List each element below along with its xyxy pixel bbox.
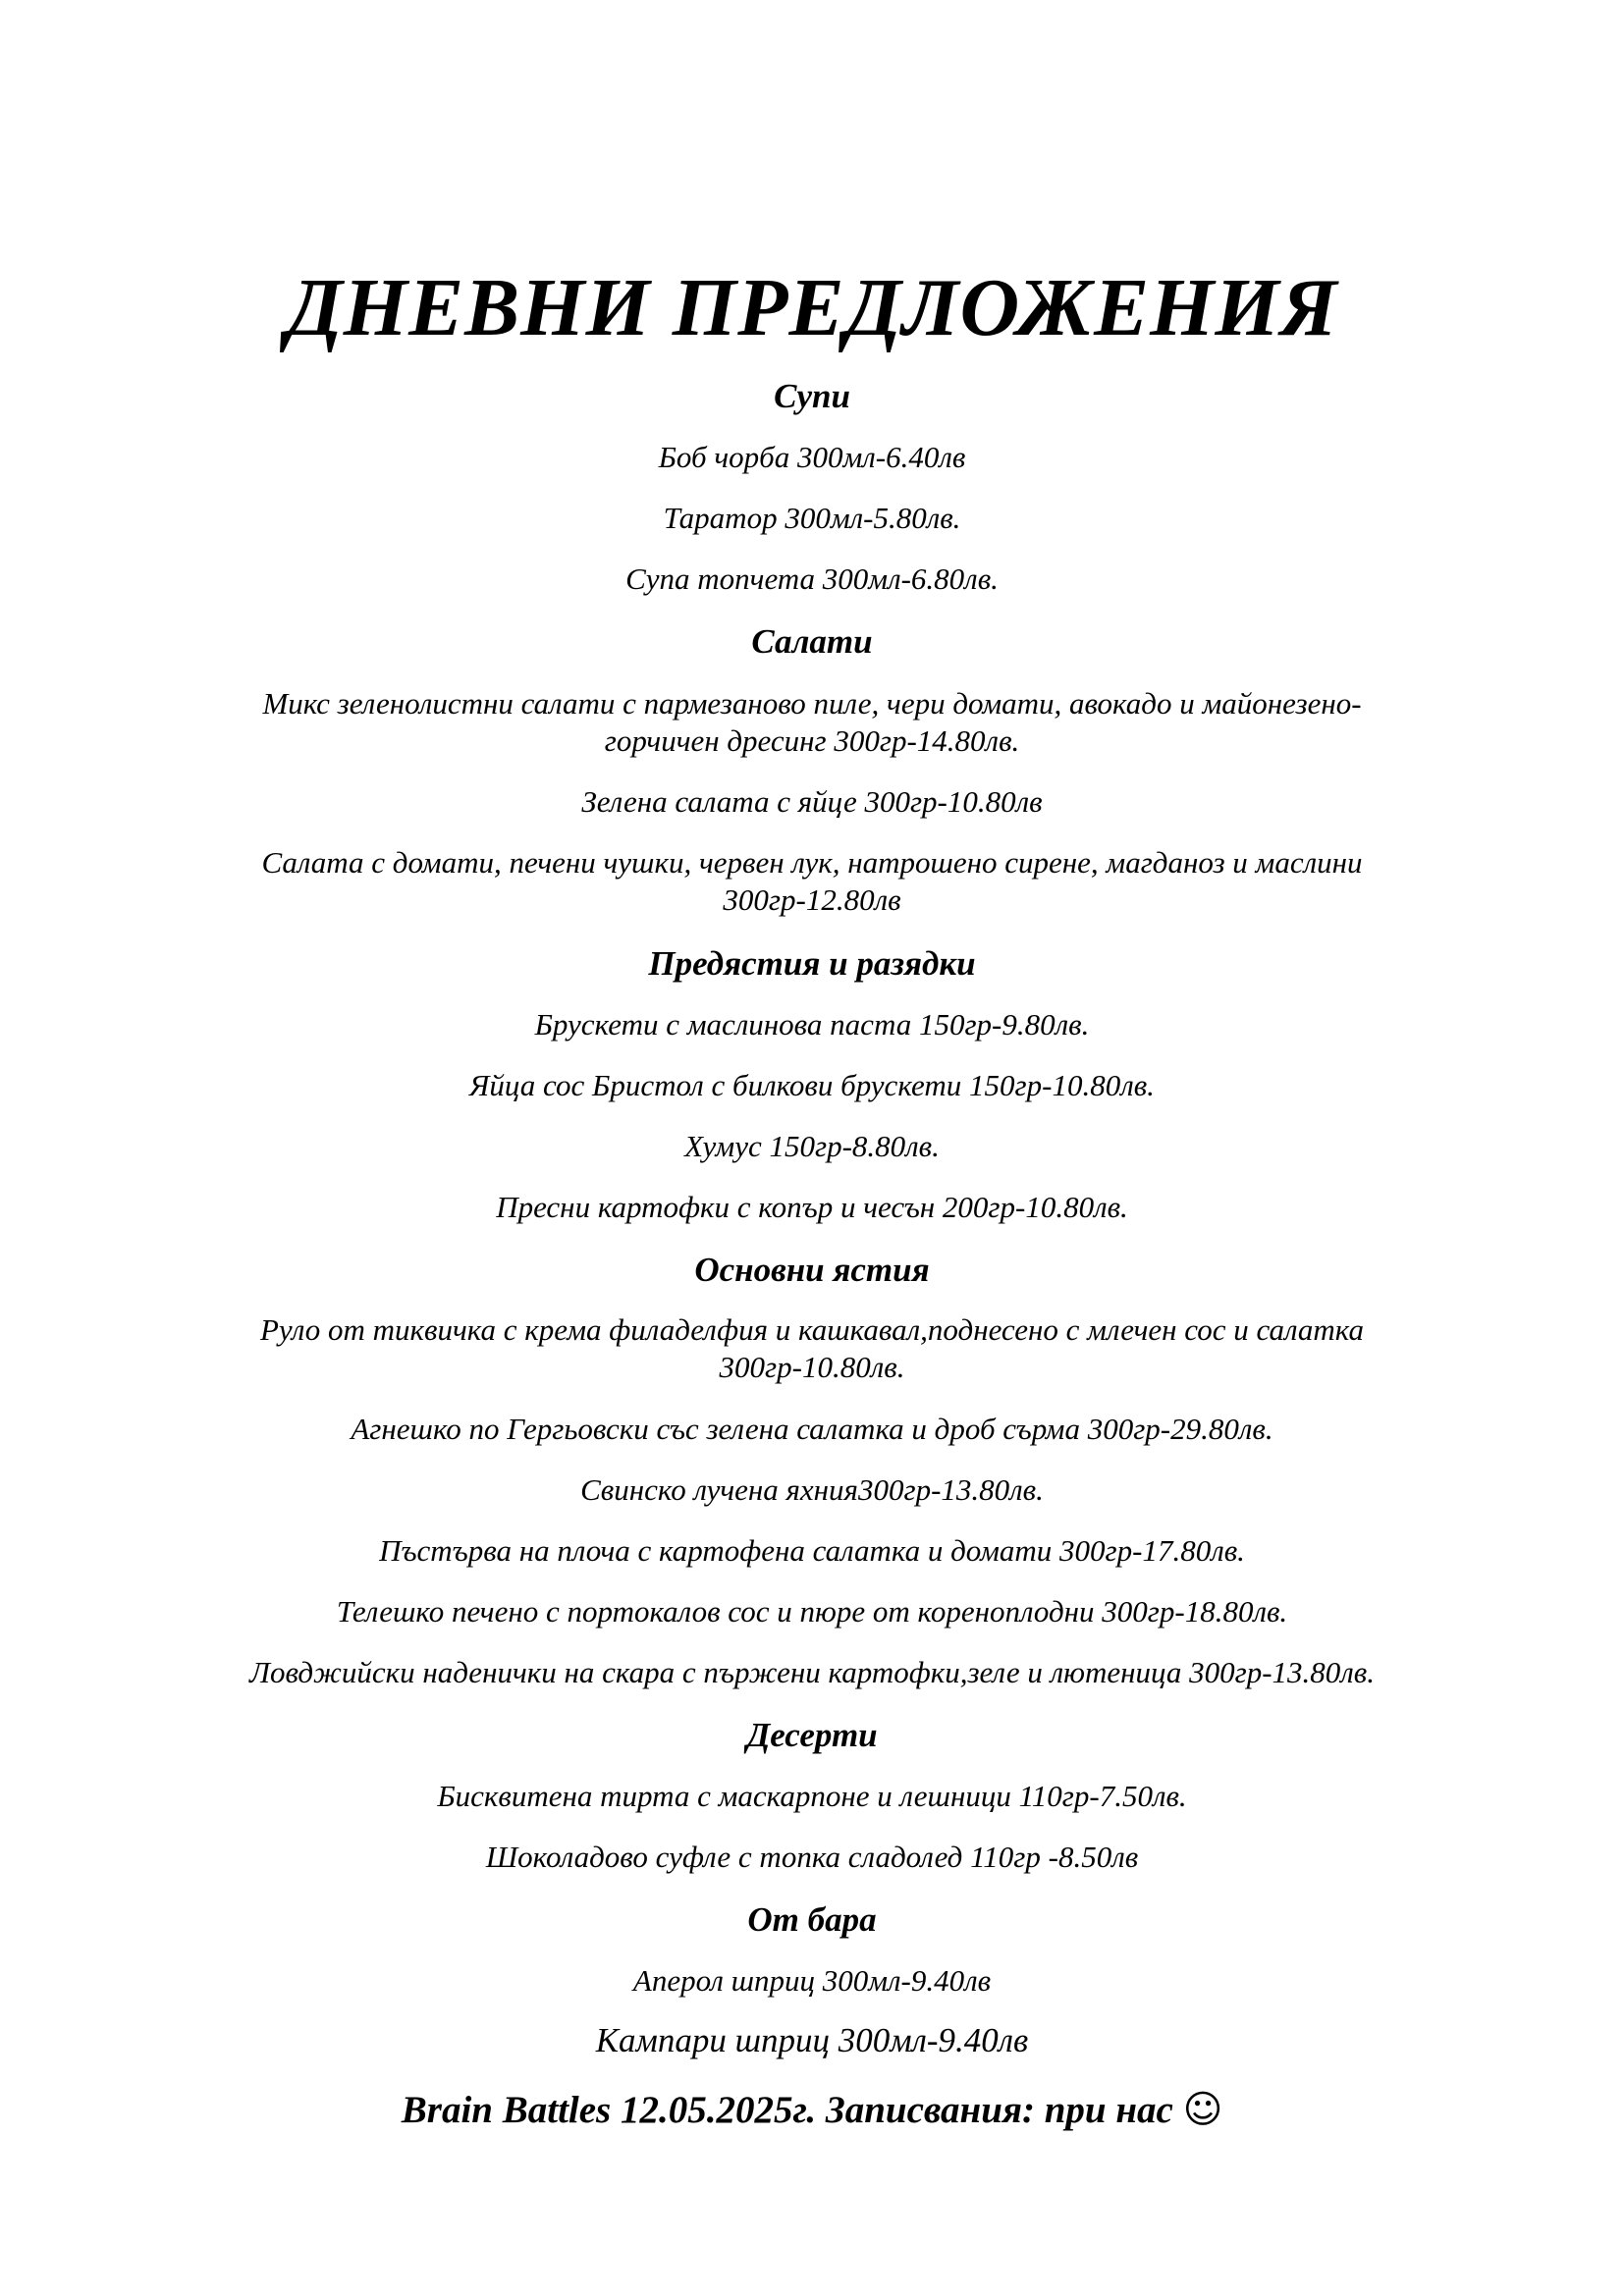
- menu-item-line: 300гр-12.80лв: [723, 882, 901, 917]
- event-announcement: [0, 2088, 1624, 2132]
- page-title: ДНЕВНИ ПРЕДЛОЖЕНИЯ: [286, 262, 1338, 353]
- menu-item: Боб чорба 300мл-6.40лв: [658, 440, 966, 474]
- menu-item-line: Салата с домати, печени чушки, червен лук, натрошено сирене, магданоз и маслини: [261, 845, 1363, 880]
- event-announcement-text: Brain Battles 12.05.2025г. Записвания: при нас: [401, 2089, 1173, 2131]
- smiley-icon: ☺: [1182, 2088, 1223, 2132]
- menu-item: Хумус 150гр-8.80лв.: [684, 1129, 940, 1163]
- menu-item: Шоколадово суфле с топка сладолед 110гр -8.50лв: [485, 1840, 1139, 1874]
- menu-item: Пъстърва на плоча с картофена салатка и домати 300гр-17.80лв.: [379, 1533, 1245, 1568]
- menu-item: Аперол шприц 300мл-9.40лв: [632, 1963, 992, 1998]
- menu-item-line: Микс зеленолистни салати с пармезаново пиле, чери домати, авокадо и майонезено-: [262, 686, 1362, 721]
- menu-item: Кампари шприц 300мл-9.40лв: [595, 2021, 1029, 2059]
- section-heading-salads: Салати: [751, 622, 873, 661]
- section-heading-mains: Основни ястия: [694, 1251, 930, 1289]
- section-heading-soups: Супи: [774, 377, 850, 415]
- menu-item-line: горчичен дресинг 300гр-14.80лв.: [604, 723, 1020, 758]
- menu-item: Супа топчета 300мл-6.80лв.: [625, 561, 999, 596]
- section-heading-bar: От бара: [747, 1900, 877, 1939]
- menu-item: Таратор 300мл-5.80лв.: [663, 501, 961, 535]
- menu-item: Яйца сос Бристол с билкови брускети 150гр-10.80лв.: [469, 1068, 1155, 1102]
- menu-item-line: Руло от тиквичка с крема филаделфия и кашкавал,поднесено с млечен сос и салатка: [260, 1312, 1364, 1347]
- menu-item: Пресни картофки с копър и чесън 200гр-10.80лв.: [496, 1190, 1128, 1224]
- menu-item: Свинско лучена яхния300гр-13.80лв.: [580, 1472, 1044, 1507]
- menu-item: Телешко печено с портокалов сос и пюре от кореноплодни 300гр-18.80лв.: [336, 1594, 1288, 1629]
- menu-item: Ловджийски наденички на скара с пържени картофки,зеле и лютеница 300гр-13.80лв.: [248, 1655, 1376, 1689]
- menu-item: Бисквитена тирта с маскарпоне и лешници 110гр-7.50лв.: [437, 1779, 1187, 1813]
- menu-item-line: 300гр-10.80лв.: [719, 1350, 905, 1384]
- section-heading-starters: Предястия и разядки: [648, 944, 976, 983]
- menu-item: Зелена салата с яйце 300гр-10.80лв: [581, 784, 1043, 819]
- menu-item: Брускети с маслинова паста 150гр-9.80лв.: [534, 1007, 1090, 1041]
- menu-item: Агнешко по Гергьовски със зелена салатка и дроб сърма 300гр-29.80лв.: [351, 1412, 1273, 1446]
- section-heading-desserts: Десерти: [746, 1716, 878, 1754]
